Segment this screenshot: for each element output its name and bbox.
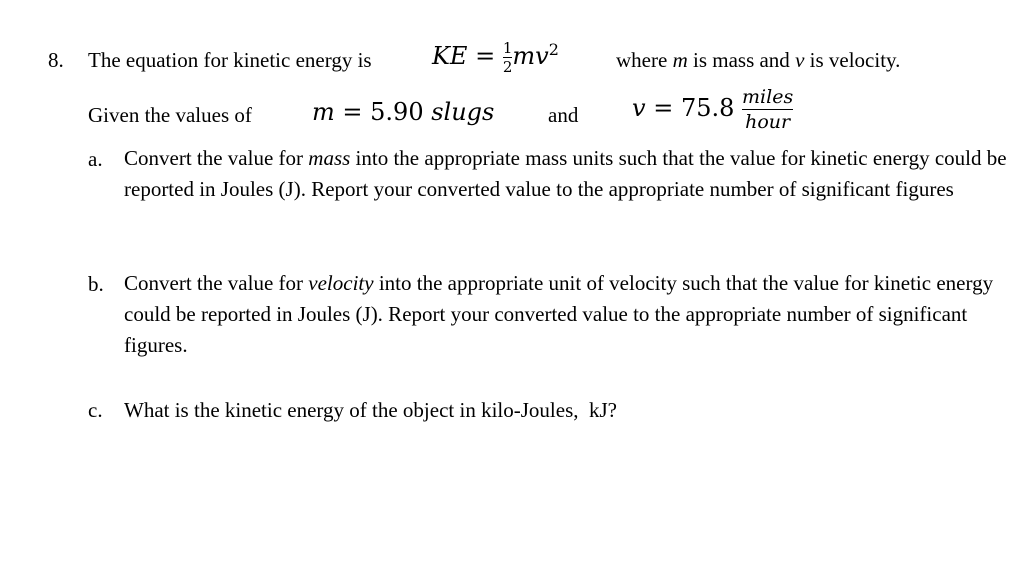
mass-equals: = <box>342 98 363 126</box>
part-a-emph: mass <box>308 146 351 170</box>
velocity-unit-denominator: hour <box>745 111 791 133</box>
part-b-label: b. <box>88 272 104 296</box>
where-text-2: is mass and <box>692 48 790 72</box>
part-a-label: a. <box>88 147 103 171</box>
problem-intro: The equation for kinetic energy is <box>88 48 372 72</box>
part-c-label: c. <box>88 398 103 422</box>
where-v-var: v <box>795 48 805 72</box>
mass-var: m <box>312 98 335 126</box>
part-b-pre: Convert the value for <box>124 271 304 295</box>
mass-value: 5.90 <box>370 98 424 126</box>
fraction-denominator: 2 <box>502 58 513 76</box>
mv-symbol: mv <box>512 42 549 70</box>
where-clause <box>616 48 900 72</box>
part-b-text <box>124 268 1009 361</box>
velocity-var: v <box>632 94 646 122</box>
where-m-var: m <box>672 48 688 72</box>
and-text: and <box>548 103 579 127</box>
velocity-equals: = <box>653 94 674 122</box>
velocity-unit-numerator: miles <box>742 86 794 108</box>
velocity-unit-bar <box>742 109 793 110</box>
part-a-text <box>124 143 1009 205</box>
ke-symbol: KE <box>432 42 468 70</box>
mass-expression <box>312 98 494 126</box>
equals-sign: = <box>475 42 496 70</box>
where-text-1: where <box>616 48 668 72</box>
exponent: 2 <box>548 40 559 59</box>
velocity-unit-fraction <box>742 86 793 133</box>
problem-number: 8. <box>48 48 64 72</box>
given-text: Given the values of <box>88 103 252 127</box>
part-b-emph: velocity <box>308 271 374 295</box>
part-c-text: What is the kinetic energy of the object in kilo-Joules, kJ? <box>124 398 617 422</box>
kinetic-energy-equation <box>432 36 559 75</box>
part-a-post: into the appropriate mass units such that the value for kinetic energy could be reported in Joules (J). Report your converted value to the appropriate number of significant figures <box>124 146 1007 201</box>
part-b-post: into the appropriate unit of velocity such that the value for kinetic energy could be reported in Joules (J). Report your converted value to the appropriate number of significant figures. <box>124 271 994 357</box>
part-a-pre: Convert the value for <box>124 146 304 170</box>
where-text-3: is velocity. <box>809 48 901 72</box>
velocity-value: 75.8 <box>680 94 735 122</box>
velocity-expression <box>632 86 793 133</box>
mass-unit: slugs <box>431 98 495 126</box>
fraction-numerator: 1 <box>502 39 513 57</box>
one-half-fraction <box>503 40 513 75</box>
